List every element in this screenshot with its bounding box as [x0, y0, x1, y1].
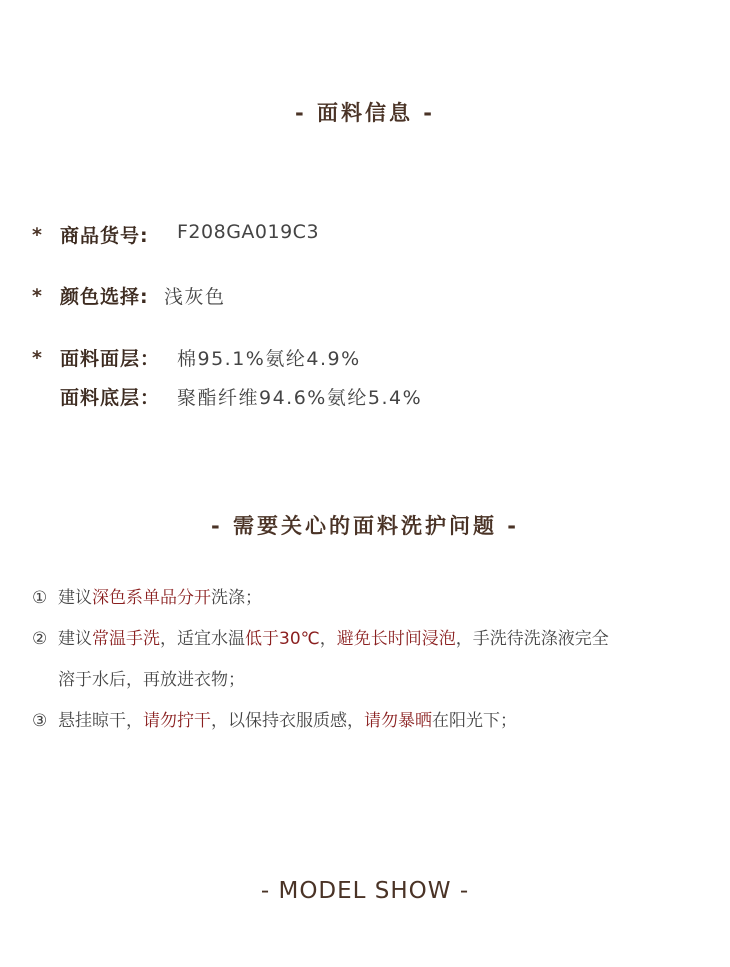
care-number: ③ — [32, 711, 48, 731]
care-title: - 需要关心的面料洗护问题 - — [210, 514, 520, 538]
care-number: ① — [32, 588, 48, 608]
care-line-3 — [32, 706, 517, 731]
info-value: 浅灰色 — [164, 286, 226, 308]
bullet-star: * — [32, 224, 42, 246]
info-value: 聚酯纤维94.6%氨纶5.4% — [177, 387, 423, 409]
care-number: ② — [32, 629, 48, 649]
care-text: 洗涤； — [211, 588, 262, 608]
care-highlight: 避免长时间浸泡 — [336, 629, 456, 649]
care-text: ， — [319, 629, 337, 649]
info-label: 面料面层： — [60, 348, 161, 370]
care-text: 建议 — [58, 629, 92, 649]
care-text: ，适宜水温 — [160, 629, 245, 649]
care-text: ，以保持衣服质感， — [211, 711, 364, 731]
care-highlight: 请勿拧干 — [143, 711, 211, 731]
care-text: 建议 — [58, 588, 92, 608]
care-text: 悬挂晾干， — [58, 711, 143, 731]
care-line-2-continued: 溶于水后，再放进衣物； — [58, 670, 245, 690]
info-label: 颜色选择: — [60, 286, 149, 308]
care-text: ，手洗待洗涤液完全 — [455, 629, 609, 649]
care-line-1 — [32, 583, 262, 608]
info-value: F208GA019C3 — [177, 221, 320, 243]
care-highlight: 低于30℃ — [245, 629, 320, 649]
bullet-star: * — [32, 347, 42, 369]
care-highlight: 深色系单品分开 — [92, 588, 211, 608]
care-highlight: 常温手洗 — [92, 629, 160, 649]
info-label: 面料底层： — [60, 387, 161, 409]
bullet-star: * — [32, 285, 42, 307]
model-show-title: - MODEL SHOW - — [260, 878, 470, 904]
info-label: 商品货号: — [60, 225, 149, 247]
info-value: 棉95.1%氨纶4.9% — [177, 348, 361, 370]
care-highlight: 请勿暴晒 — [364, 711, 432, 731]
care-line-2 — [32, 624, 609, 649]
care-text: 在阳光下； — [432, 711, 517, 731]
fabric-info-title: - 面料信息 - — [294, 101, 436, 125]
